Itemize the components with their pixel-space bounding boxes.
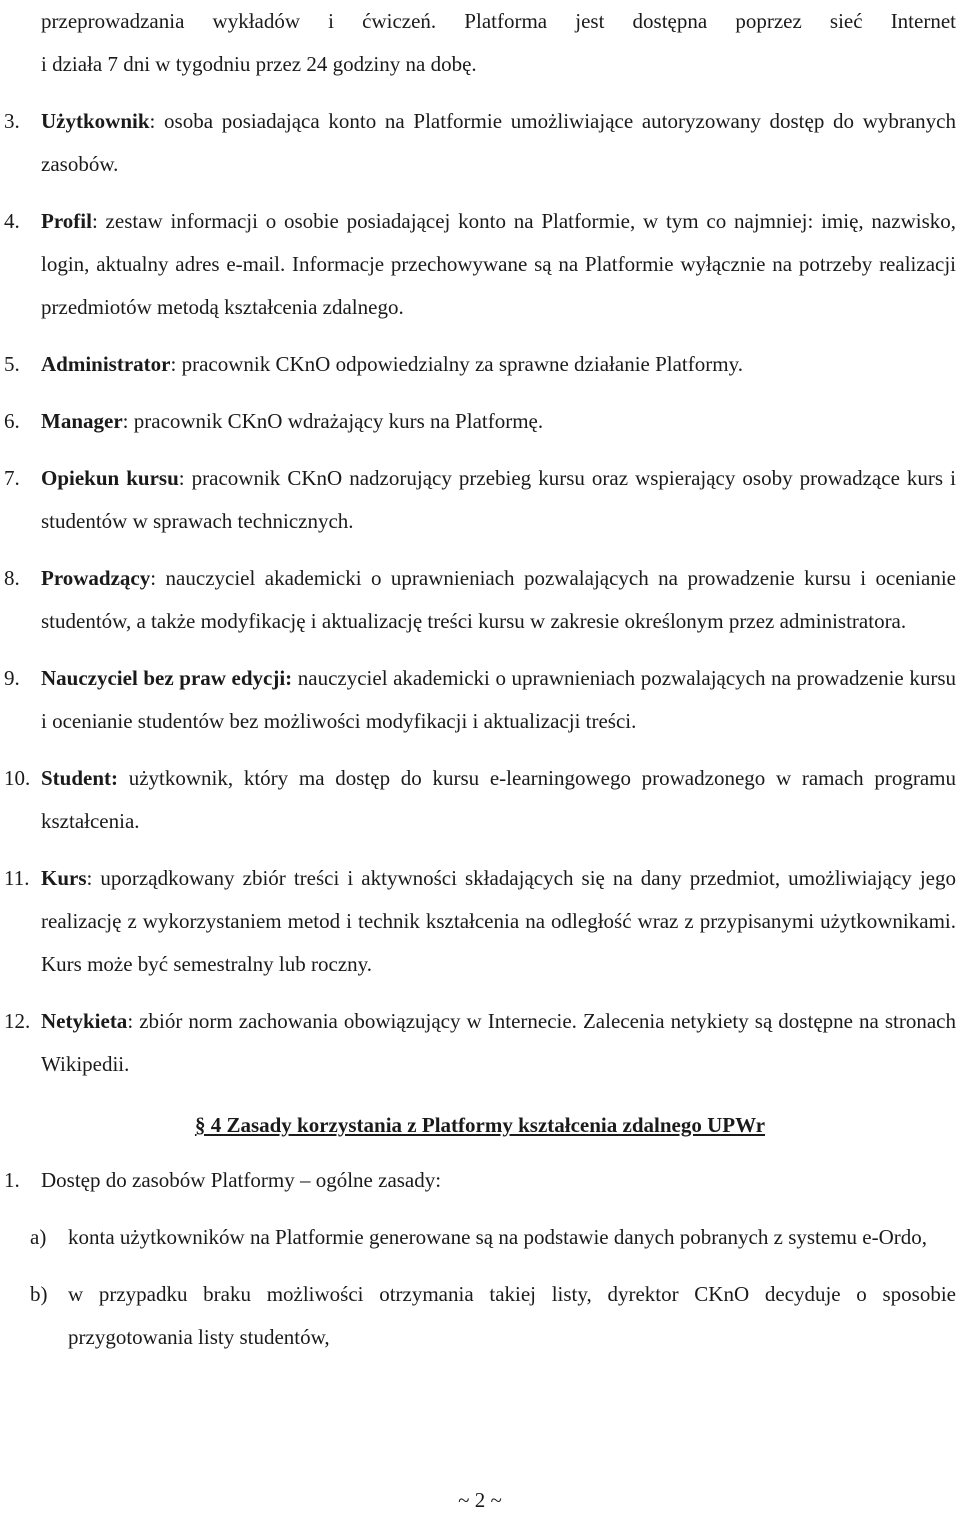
term-separator: : bbox=[91, 209, 98, 233]
definition-text: nauczyciel akademicki o uprawnieniach pozwalających na prowadzenie kursu i ocenianie studentów, a także modyfikację i aktualizację treści kursu w zakresie określonym przez administratora. bbox=[41, 566, 956, 633]
item-number: 11. bbox=[4, 866, 30, 890]
term-separator: : bbox=[150, 566, 157, 590]
item-number: 1. bbox=[4, 1168, 20, 1192]
definition-item-10 bbox=[4, 757, 956, 843]
intro-line-2: i działa 7 dni w tygodniu przez 24 godziny na dobę. bbox=[41, 52, 477, 76]
item-number: 5. bbox=[4, 352, 20, 376]
rule-text: Dostęp do zasobów Platformy – ogólne zasady: bbox=[41, 1168, 442, 1192]
sub-item-b bbox=[4, 1273, 956, 1359]
definition-text: pracownik CKnO wdrażający kurs na Platformę. bbox=[128, 409, 544, 433]
sub-items-list bbox=[4, 1216, 956, 1359]
definition-term: Prowadzący bbox=[41, 566, 151, 590]
term-separator: : bbox=[86, 866, 93, 890]
definition-term: Manager bbox=[41, 409, 123, 433]
sub-item-letter: a) bbox=[30, 1225, 47, 1249]
sub-item-text: w przypadku braku możliwości otrzymania takiej listy, dyrektor CKnO decyduje o sposobie przygotowania listy studentów, bbox=[68, 1282, 956, 1349]
term-separator: : bbox=[170, 352, 177, 376]
definition-item-3 bbox=[4, 100, 956, 186]
sub-item-a bbox=[4, 1216, 956, 1259]
definition-text: uporządkowany zbiór treści i aktywności składających się na dany przedmiot, umożliwiający jego realizację z wykorzystaniem metod i technik kształcenia na odległość wraz z przypisanymi użytkownikami. Kurs może być semestralny lub roczny. bbox=[41, 866, 956, 976]
item-number: 3. bbox=[4, 109, 20, 133]
rule-item-1 bbox=[4, 1159, 956, 1202]
item-number: 6. bbox=[4, 409, 20, 433]
definition-text: nauczyciel akademicki o uprawnieniach pozwalających na prowadzenie kursu i ocenianie studentów bez możliwości modyfikacji i aktualizacji treści. bbox=[41, 666, 956, 733]
definition-item-12 bbox=[4, 1000, 956, 1086]
definition-item-6 bbox=[4, 400, 956, 443]
definition-term: Administrator bbox=[41, 352, 171, 376]
definition-item-4 bbox=[4, 200, 956, 329]
definition-term: Użytkownik bbox=[41, 109, 150, 133]
definition-term: Profil bbox=[41, 209, 92, 233]
definition-text: zbiór norm zachowania obowiązujący w Internecie. Zalecenia netykiety są dostępne na stronach Wikipedii. bbox=[41, 1009, 956, 1076]
item-number: 7. bbox=[4, 466, 20, 490]
term-separator: : bbox=[127, 1009, 134, 1033]
term-separator: : bbox=[178, 466, 185, 490]
definition-text: pracownik CKnO odpowiedzialny za sprawne działanie Platformy. bbox=[176, 352, 743, 376]
definition-item-8 bbox=[4, 557, 956, 643]
item-number: 4. bbox=[4, 209, 20, 233]
definitions-list bbox=[4, 100, 956, 1086]
term-separator: : bbox=[122, 409, 129, 433]
definition-text: użytkownik, który ma dostęp do kursu e-learningowego prowadzonego w ramach programu kształcenia. bbox=[41, 766, 956, 833]
item-number: 9. bbox=[4, 666, 20, 690]
definition-item-11 bbox=[4, 857, 956, 986]
definition-item-9 bbox=[4, 657, 956, 743]
intro-line-1: przeprowadzania wykładów i ćwiczeń. Platforma jest dostępna poprzez sieć Internet bbox=[41, 9, 956, 33]
definition-term: Nauczyciel bez praw edycji: bbox=[41, 666, 293, 690]
definition-item-7 bbox=[4, 457, 956, 543]
definition-text: pracownik CKnO nadzorujący przebieg kursu oraz wspierający osoby prowadzące kurs i studentów w sprawach technicznych. bbox=[41, 466, 956, 533]
definition-item-5 bbox=[4, 343, 956, 386]
page-number: ~ 2 ~ bbox=[458, 1488, 502, 1512]
item-number: 10. bbox=[4, 766, 31, 790]
sub-item-text: konta użytkowników na Platformie generowane są na podstawie danych pobranych z systemu e-Ordo, bbox=[68, 1225, 928, 1249]
section-heading: § 4 Zasady korzystania z Platformy kształcenia zdalnego UPWr bbox=[194, 1113, 766, 1137]
item-number: 12. bbox=[4, 1009, 31, 1033]
definition-term: Kurs bbox=[41, 866, 87, 890]
item-number: 8. bbox=[4, 566, 20, 590]
sub-item-letter: b) bbox=[30, 1282, 48, 1306]
definition-term: Opiekun kursu bbox=[41, 466, 179, 490]
definition-term: Netykieta bbox=[41, 1009, 128, 1033]
definition-text: zestaw informacji o osobie posiadającej konto na Platformie, w tym co najmniej: imię, nazwisko, login, aktualny adres e-mail. Informacje przechowywane są na Platformie wyłącznie na potrzeby realizacji przedmiotów metodą kształcenia zdalnego. bbox=[41, 209, 956, 319]
definition-text: osoba posiadająca konto na Platformie umożliwiające autoryzowany dostęp do wybranych zasobów. bbox=[41, 109, 956, 176]
term-separator: : bbox=[149, 109, 156, 133]
definition-term: Student: bbox=[41, 766, 119, 790]
